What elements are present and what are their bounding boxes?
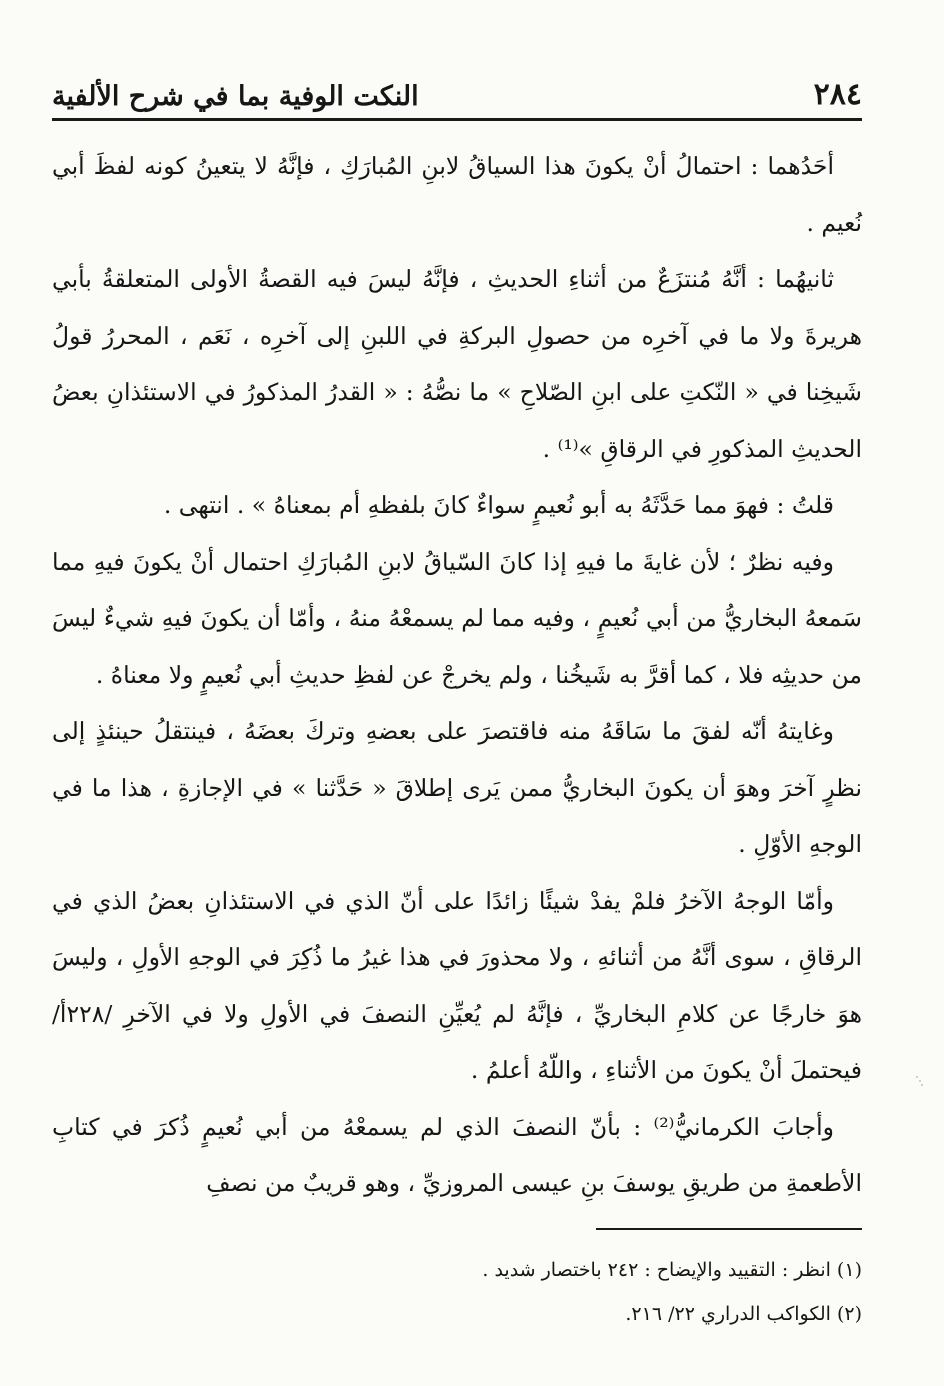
footnote-1: (١) انظر : التقييد والإيضاح : ٢٤٢ باختصار شديد . (482, 1259, 862, 1281)
paragraph-2: ثانيهُما : أنَّهُ مُنتزَعٌ من أثناءِ الحديثِ ، فإنَّهُ ليسَ فيه القصةُ الأولى المتعلقةُ بأبي هريرةَ ولا ما في آخرِه من حصولِ البركةِ في اللبنِ إلى آخرِه ، نَعَم ، المحررُ قولُ شَيخِنا في « النّكتِ على ابنِ الصّلاحِ » ما نصُّهُ : « القدرُ المذكورُ في الاستئذانِ بعضُ الحديثِ المذكورِ في الرقاقِ »⁽¹⁾ . (52, 265, 862, 463)
paragraph-5: وغايتهُ أنّه لفقَ ما سَاقَهُ منه فاقتصرَ على بعضهِ وتركَ بعضَهُ ، فينتقلُ حينئذٍ إلى نظرٍ آخرَ وهوَ أن يكونَ البخاريُّ ممن يَرى إطلاقَ « حَدَّثنا » في الإجازةِ ، هذا ما في الوجهِ الأوّلِ . (52, 717, 862, 858)
page-header (52, 62, 862, 110)
paragraph-1: أحَدُهما : احتمالُ أنْ يكونَ هذا السياقُ لابنِ المُبارَكِ ، فإنَّهُ لا يتعينُ كونه لفظَ أبي نُعيم . (52, 152, 862, 237)
footnotes (52, 1248, 862, 1336)
page-number: ٢٨٤ (813, 77, 862, 112)
paragraph-6: وأمّا الوجهُ الآخرُ فلمْ يفدْ شيئًا زائدًا على أنّ الذي في الاستئذانِ بعضُ الذي في الرقاقِ ، سوى أنَّهُ من أثنائهِ ، ولا محذورَ في هذا غيرُ ما ذُكِرَ في الوجهِ الأولِ ، وليسَ هوَ خارجًا عن كلامِ البخاريِّ ، فإنَّهُ لم يُعيِّنِ النصفَ في الأولِ ولا في الآخرِ /٢٢٨أ/ فيحتملَ أنْ يكونَ من الأثناءِ ، واللّهُ أعلمُ . (52, 886, 862, 1084)
scan-speck-mark (914, 1074, 924, 1088)
footnote-separator (596, 1228, 862, 1230)
footnote-2: (٢) الكواكب الدراري ٢٢/ ٢١٦. (625, 1303, 862, 1325)
paragraph-3: قلتُ : فهوَ مما حَدَّثَهُ به أبو نُعيمٍ سواءٌ كانَ بلفظهِ أم بمعناهُ » . انتهى . (163, 491, 834, 519)
main-text (52, 138, 862, 1212)
paragraph-4: وفيه نظرٌ ؛ لأن غايةَ ما فيهِ إذا كانَ السّياقُ لابنِ المُبارَكِ احتمال أنْ يكونَ فيهِ مما سَمعهُ البخاريُّ من أبي نُعيمٍ ، وفيه مما لم يسمعْهُ منهُ ، وأمّا أن يكونَ فيهِ شيءٌ ليسَ من حديثِه فلا ، كما أقرَّ به شَيخُنا ، ولم يخرجْ عن لفظِ حديثِ أبي نُعيمٍ ولا معناهُ . (52, 547, 862, 689)
header-rule (52, 118, 862, 121)
running-title: النكت الوفية بما في شرح الألفية (52, 81, 419, 112)
paragraph-7: وأجابَ الكرمانيُّ⁽²⁾ : بأنّ النصفَ الذي لم يسمعْهُ من أبي نُعيمٍ ذُكرَ في كتابِ الأطعمةِ من طريقِ يوسفَ بنِ عيسى المروزيِّ ، وهو قريبٌ من نصفِ (52, 1112, 862, 1197)
